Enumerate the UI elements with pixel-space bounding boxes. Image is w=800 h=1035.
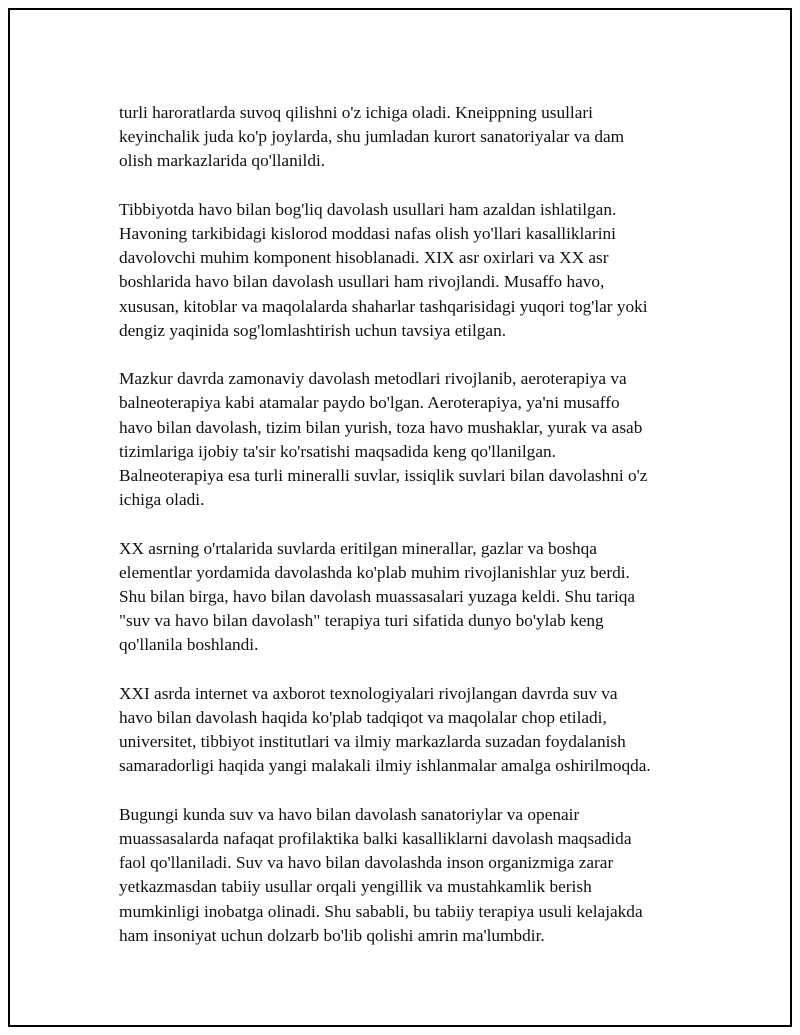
text-line: qo'llanila boshlandi. — [119, 635, 259, 655]
text-line: balneoterapiya kabi atamalar paydo bo'lgan. Aeroterapiya, ya'ni musaffo — [119, 393, 620, 413]
text-line: havo bilan davolash, tizim bilan yurish, toza havo mushaklar, yurak va asab — [119, 417, 643, 437]
text-line: davolovchi muhim komponent hisoblanadi. XIX asr oxirlari va XX asr — [119, 248, 609, 268]
text-line: Bugungi kunda suv va havo bilan davolash sanatoriylar va openair — [119, 804, 580, 824]
text-line: dengiz yaqinida sog'lomlashtirish uchun tavsiya etilgan. — [119, 320, 507, 340]
text-line: keyinchalik juda ko'p joylarda, shu jumladan kurort sanatoriyalar va dam — [119, 127, 625, 147]
text-line: Mazkur davrda zamonaviy davolash metodlari rivojlanib, aeroterapiya va — [119, 369, 627, 389]
paragraph-6 — [119, 803, 699, 948]
text-line: muassasalarda nafaqat profilaktika balki kasalliklarni davolash maqsadida — [119, 829, 632, 849]
document-body — [119, 101, 699, 972]
text-line: ichiga oladi. — [119, 490, 205, 510]
paragraph-3 — [119, 367, 699, 512]
text-line: Balneoterapiya esa turli mineralli suvlar, issiqlik suvlari bilan davolashni o'z — [119, 466, 648, 486]
text-line: samaradorligi haqida yangi malakali ilmiy ishlanmalar amalga oshirilmoqda. — [119, 756, 651, 776]
text-line: Havoning tarkibidagi kislorod moddasi nafas olish yo'llari kasalliklarini — [119, 224, 616, 243]
paragraph-1 — [119, 101, 699, 174]
text-line: turli haroratlarda suvoq qilishni o'z ichiga oladi. Kneippning usullari — [119, 103, 593, 122]
text-line: olish markazlarida qo'llanildi. — [119, 151, 326, 171]
text-line: universitet, tibbiyot institutlari va ilmiy markazlarda suzadan foydalanish — [119, 732, 626, 752]
text-line: yetkazmasdan tabiiy usullar orqali yengillik va mustahkamlik berish — [119, 877, 592, 897]
text-line: boshlarida havo bilan davolash usullari ham rivojlandi. Musaffo havo, — [119, 272, 605, 292]
text-line: mumkinligi inobatga olinadi. Shu sababli, bu tabiiy terapiya usuli kelajakda — [119, 901, 643, 921]
paragraph-4 — [119, 537, 699, 658]
text-line: ham insoniyat uchun dolzarb bo'lib qolishi amrin ma'lumbdir. — [119, 925, 545, 945]
text-line: elementlar yordamida davolashda ko'plab muhim rivojlanishlar yuz berdi. — [119, 562, 630, 582]
paragraph-2 — [119, 198, 699, 343]
text-line: Shu bilan birga, havo bilan davolash muassasalari yuzaga keldi. Shu tariqa — [119, 587, 636, 607]
text-line: tizimlariga ijobiy ta'sir ko'rsatishi maqsadida keng qo'llanilgan. — [119, 441, 556, 461]
page-border — [8, 8, 792, 1027]
text-line: Tibbiyotda havo bilan bog'liq davolash usullari ham azaldan ishlatilgan. — [119, 199, 617, 219]
paragraph-5 — [119, 682, 699, 779]
text-line: faol qo'llaniladi. Suv va havo bilan davolashda inson organizmiga zarar — [119, 853, 614, 873]
text-line: XX asrning o'rtalarida suvlarda eritilgan minerallar, gazlar va boshqa — [119, 538, 597, 558]
text-line: xususan, kitoblar va maqolalarda shaharlar tashqarisidagi yuqori tog'lar yoki — [119, 296, 648, 316]
text-line: XXI asrda internet va axborot texnologiyalari rivojlangan davrda suv va — [119, 683, 618, 703]
text-line: "suv va havo bilan davolash" terapiya turi sifatida dunyo bo'ylab keng — [119, 611, 604, 631]
text-line: havo bilan davolash haqida ko'plab tadqiqot va maqolalar chop etiladi, — [119, 708, 607, 728]
